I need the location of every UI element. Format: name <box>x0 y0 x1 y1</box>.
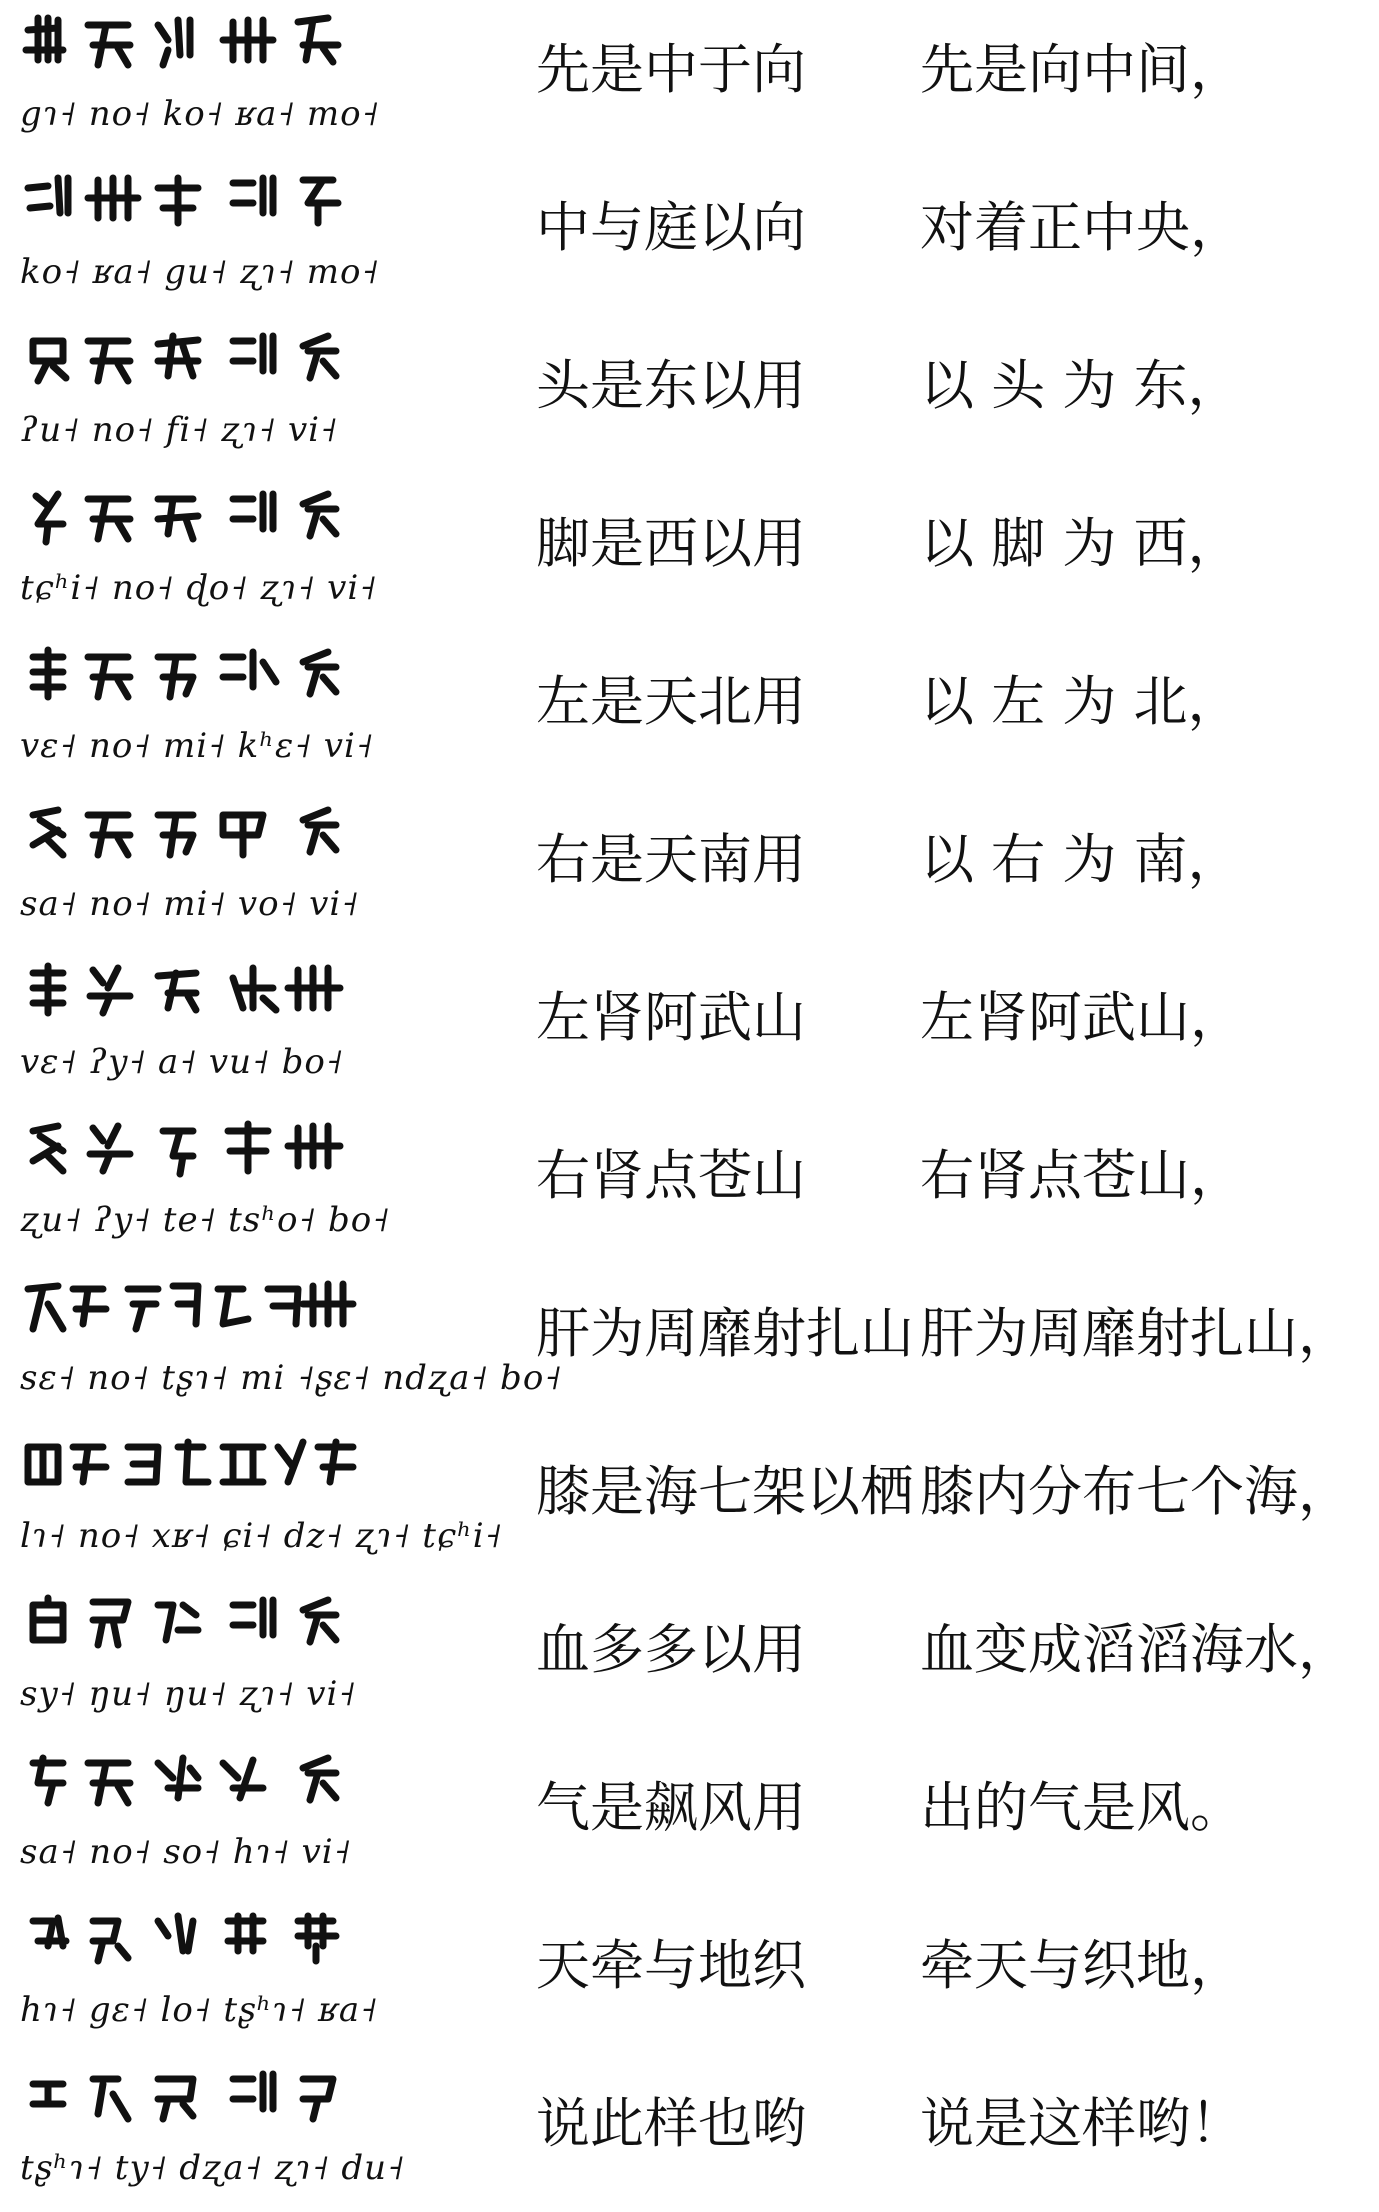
text-row <box>0 1738 1379 1896</box>
yi-glyph <box>303 1758 336 1800</box>
ipa-transcription: tɕʰi˧ no˧ ɖo˧ ʐɿ˧ vi˧ <box>20 568 377 608</box>
chinese-translation: 左肾阿武山， <box>920 986 1244 1049</box>
ipa-transcription: ko˧ ʁa˧ gu˧ ʐɿ˧ mo˧ <box>20 252 380 292</box>
ipa-transcription: sa˧ no˧ mi˧ vo˧ vi˧ <box>20 884 360 924</box>
yi-glyph <box>93 2079 128 2119</box>
yi-script-line <box>18 1748 458 1878</box>
text-row <box>0 790 1379 948</box>
text-row <box>0 948 1379 1106</box>
yi-glyph <box>128 1289 158 1329</box>
chinese-gloss: 血多多以用 <box>536 1618 806 1681</box>
ipa-transcription: hɿ˧ gɛ˧ lo˧ tʂʰɿ˧ ʁa˧ <box>20 1990 378 2030</box>
yi-glyph <box>90 1126 130 1171</box>
yi-glyph <box>128 1447 158 1482</box>
ipa-transcription: vɛ˧ ʔy˧ a˧ vu˧ bo˧ <box>20 1042 344 1082</box>
text-row <box>0 0 1379 158</box>
text-row <box>0 2054 1379 2212</box>
yi-glyph <box>158 20 190 65</box>
chinese-translation: 以 头 为 东， <box>920 354 1242 417</box>
yi-glyph <box>233 178 273 213</box>
ipa-transcription: sa˧ no˧ so˧ hɿ˧ vi˧ <box>20 1832 352 1872</box>
yi-glyph <box>303 652 336 694</box>
text-row <box>0 158 1379 316</box>
yi-script-line <box>18 326 458 456</box>
yi-glyph <box>88 178 138 218</box>
yi-glyph <box>33 1918 66 1946</box>
yi-glyphs <box>18 1748 458 1828</box>
yi-script-line <box>18 2064 458 2194</box>
yi-glyph <box>158 499 198 539</box>
yi-glyph <box>90 968 130 1013</box>
chinese-translation: 肝为周靡射扎山， <box>920 1302 1352 1365</box>
yi-glyph <box>158 815 193 855</box>
yi-script-line <box>18 484 458 614</box>
yi-glyph <box>158 2079 193 2119</box>
chinese-translation: 右肾点苍山， <box>920 1144 1244 1207</box>
yi-glyph <box>73 1447 106 1482</box>
chinese-gloss: 膝是海七架以栖 <box>536 1460 914 1523</box>
yi-glyph <box>223 1447 263 1482</box>
chinese-gloss: 气是飙风用 <box>536 1776 806 1839</box>
yi-glyph <box>33 966 63 1013</box>
yi-glyph <box>218 1289 248 1324</box>
yi-glyphs <box>18 1906 458 1986</box>
yi-glyph <box>233 1600 273 1635</box>
text-row <box>0 1264 1379 1422</box>
yi-glyph <box>158 657 193 697</box>
yi-glyph <box>303 494 336 536</box>
yi-glyph <box>163 1131 193 1174</box>
text-row <box>0 474 1379 632</box>
ipa-transcription: sɛ˧ no˧ tʂɿ˧ mi ˧ʂɛ˧ ndʐa˧ bo˧ <box>20 1358 563 1398</box>
yi-glyph <box>278 1442 303 1482</box>
text-row <box>0 1896 1379 2054</box>
chinese-translation: 先是向中间， <box>920 38 1244 101</box>
yi-glyph <box>158 973 196 1010</box>
chinese-gloss: 脚是西以用 <box>536 512 806 575</box>
chinese-translation: 对着正中央， <box>920 196 1244 259</box>
yi-glyph <box>228 1916 263 1951</box>
yi-glyphs <box>18 958 458 1038</box>
ipa-transcription: vɛ˧ no˧ mi˧ kʰɛ˧ vi˧ <box>20 726 374 766</box>
yi-script-line <box>18 10 458 140</box>
yi-glyph <box>158 1758 198 1798</box>
chinese-translation: 膝内分布七个海， <box>920 1460 1352 1523</box>
yi-glyph <box>303 1600 336 1642</box>
chinese-gloss: 右肾点苍山 <box>536 1144 806 1207</box>
yi-glyph <box>88 1763 130 1803</box>
chinese-gloss: 说此样也哟 <box>536 2092 806 2155</box>
yi-glyph <box>28 178 68 213</box>
yi-glyph <box>223 652 276 687</box>
ipa-transcription: tʂʰɿ˧ ty˧ dʐa˧ ʐɿ˧ du˧ <box>20 2148 405 2188</box>
yi-script-line <box>18 800 458 930</box>
yi-script-line <box>18 1274 563 1404</box>
yi-glyph <box>158 336 198 376</box>
chinese-gloss: 头是东以用 <box>536 354 806 417</box>
yi-glyph <box>178 1442 208 1482</box>
yi-glyph <box>268 1289 298 1324</box>
yi-glyph <box>33 1758 63 1803</box>
yi-script-line <box>18 168 458 298</box>
yi-glyph <box>298 1916 336 1961</box>
yi-glyphs <box>18 1432 458 1512</box>
yi-glyph <box>223 20 273 60</box>
text-row <box>0 1422 1379 1580</box>
yi-script-line <box>18 1906 458 2036</box>
yi-script-line <box>18 642 458 772</box>
text-row <box>0 632 1379 790</box>
yi-glyph <box>228 1124 268 1171</box>
yi-glyph <box>233 494 273 529</box>
yi-glyphs <box>18 168 458 248</box>
yi-glyphs <box>18 2064 458 2144</box>
yi-glyph <box>26 18 63 60</box>
yi-glyph <box>173 1286 198 1324</box>
chinese-gloss: 肝为周靡射扎山 <box>536 1302 914 1365</box>
text-row <box>0 1106 1379 1264</box>
yi-glyph <box>88 25 130 65</box>
yi-glyph <box>223 815 263 855</box>
yi-glyph <box>28 1447 58 1482</box>
chinese-gloss: 中与庭以向 <box>536 196 806 259</box>
yi-glyph <box>33 2084 63 2104</box>
yi-glyph <box>158 1605 198 1640</box>
ipa-transcription: lɿ˧ no˧ xʁ˧ ɕi˧ dz˧ ʐɿ˧ tɕʰi˧ <box>20 1516 503 1556</box>
yi-glyph <box>33 650 63 697</box>
yi-glyph <box>303 1284 353 1324</box>
yi-glyphs <box>18 1590 458 1670</box>
yi-glyphs <box>18 642 458 722</box>
yi-glyphs <box>18 1274 458 1354</box>
yi-glyph <box>233 336 273 371</box>
yi-glyph <box>28 1286 63 1329</box>
ipa-transcription: sy˧ ŋu˧ ŋu˧ ʐɿ˧ vi˧ <box>20 1674 357 1714</box>
chinese-gloss: 先是中于向 <box>536 38 806 101</box>
yi-glyph <box>88 815 130 855</box>
yi-glyph <box>93 1921 128 1961</box>
yi-script-line <box>18 1432 503 1562</box>
yi-script-line <box>18 1116 458 1246</box>
yi-script-line <box>18 1590 458 1720</box>
yi-glyph <box>288 968 340 1008</box>
yi-glyph <box>33 1598 63 1640</box>
yi-glyph <box>303 810 336 852</box>
chinese-translation: 牵天与织地， <box>920 1934 1244 1997</box>
yi-glyphs <box>18 1116 458 1196</box>
chinese-translation: 以 左 为 北， <box>920 670 1242 733</box>
chinese-translation: 以 右 为 南， <box>920 828 1242 891</box>
chinese-gloss: 左肾阿武山 <box>536 986 806 1049</box>
yi-glyph <box>223 1760 263 1798</box>
text-row <box>0 1580 1379 1738</box>
yi-glyph <box>318 1442 353 1482</box>
chinese-gloss: 天牵与地织 <box>536 1934 806 1997</box>
yi-glyph <box>36 494 63 542</box>
yi-glyphs <box>18 10 458 90</box>
yi-glyph <box>158 178 198 223</box>
chinese-gloss: 左是天北用 <box>536 670 806 733</box>
yi-glyph <box>303 336 336 378</box>
yi-glyph <box>93 1602 128 1645</box>
yi-glyph <box>73 1289 106 1324</box>
yi-glyph <box>88 341 130 381</box>
yi-glyph <box>33 810 63 855</box>
yi-glyph <box>298 18 338 62</box>
yi-glyph <box>233 968 276 1010</box>
ipa-transcription: ʐu˧ ʔy˧ te˧ tsʰo˧ bo˧ <box>20 1200 391 1240</box>
chinese-translation: 以 脚 为 西， <box>920 512 1242 575</box>
yi-glyph <box>33 1126 63 1171</box>
yi-glyph <box>303 2079 333 2119</box>
chinese-translation: 说是这样哟！ <box>920 2092 1244 2155</box>
chinese-gloss: 右是天南用 <box>536 828 806 891</box>
yi-glyph <box>288 1126 340 1166</box>
yi-glyph <box>233 2074 273 2109</box>
ipa-transcription: ʔu˧ no˧ fi˧ ʐɿ˧ vi˧ <box>20 410 338 450</box>
ipa-transcription: gɿ˧ no˧ ko˧ ʁa˧ mo˧ <box>20 94 380 134</box>
yi-glyph <box>303 180 338 223</box>
yi-glyph <box>33 341 66 381</box>
chinese-translation: 血变成滔滔海水， <box>920 1618 1352 1681</box>
yi-glyphs <box>18 484 458 564</box>
yi-glyphs <box>18 326 458 406</box>
yi-glyph <box>88 657 130 697</box>
yi-script-line <box>18 958 458 1088</box>
yi-glyphs <box>18 800 458 880</box>
text-row <box>0 316 1379 474</box>
yi-glyph <box>158 1916 193 1951</box>
chinese-translation: 出的气是风。 <box>920 1776 1244 1839</box>
yi-glyph <box>88 499 130 539</box>
